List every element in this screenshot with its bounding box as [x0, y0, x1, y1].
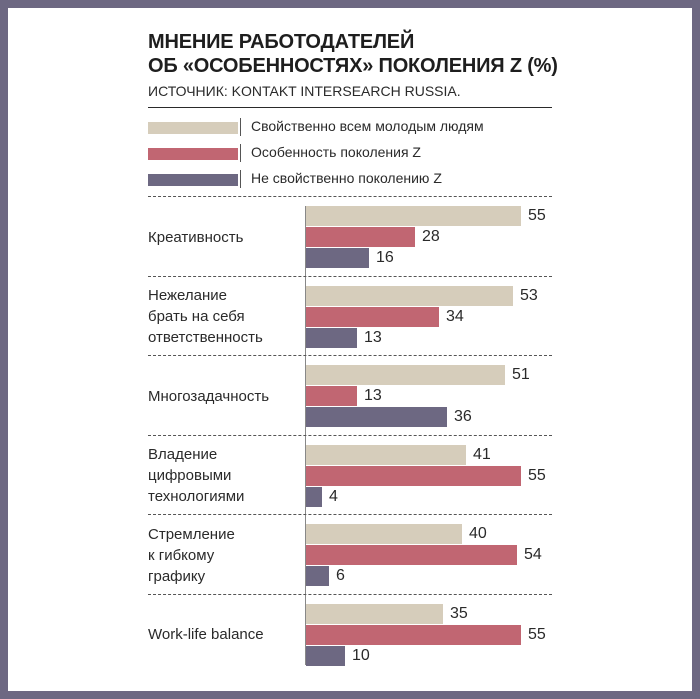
bar [306, 286, 513, 306]
bar-value-label: 13 [364, 387, 382, 404]
category-label-line: графику [148, 568, 206, 585]
bar [306, 545, 517, 565]
bar [306, 466, 521, 486]
chart-title-line-2: ОБ «ОСОБЕННОСТЯХ» ПОКОЛЕНИЯ Z (%) [148, 55, 558, 77]
legend-label: Свойственно всем молодым людям [251, 118, 484, 134]
bar-value-label: 28 [422, 228, 440, 245]
bar [306, 604, 443, 624]
legend-divider [240, 170, 241, 188]
bar-value-label: 54 [524, 546, 542, 563]
bar [306, 487, 322, 507]
bar-value-label: 51 [512, 366, 530, 383]
category-label-line: Стремление [148, 526, 235, 543]
bar-value-label: 55 [528, 626, 546, 643]
bar-value-label: 55 [528, 467, 546, 484]
bar [306, 328, 357, 348]
legend-swatch [148, 148, 238, 160]
bar [306, 445, 466, 465]
bar [306, 566, 329, 586]
bar-value-label: 35 [450, 605, 468, 622]
group-separator [148, 355, 552, 356]
category-label-line: к гибкому [148, 547, 215, 564]
category-label [148, 285, 298, 348]
category-label [148, 386, 298, 407]
bar-value-label: 36 [454, 408, 472, 425]
category-label [148, 524, 298, 587]
group-separator [148, 435, 552, 436]
bar [306, 646, 345, 666]
group-separator [148, 276, 552, 277]
category-label [148, 624, 298, 645]
group-separator [148, 514, 552, 515]
group-separator [148, 594, 552, 595]
category-label [148, 444, 298, 507]
legend-label: Особенность поколения Z [251, 144, 421, 160]
legend-swatch [148, 122, 238, 134]
chart-source: ИСТОЧНИК: KONTAKT INTERSEARCH RUSSIA. [148, 83, 461, 99]
category-label-line: Креативность [148, 229, 244, 246]
bar [306, 365, 505, 385]
title-rule [148, 107, 552, 108]
bar-value-label: 34 [446, 308, 464, 325]
bar-value-label: 40 [469, 525, 487, 542]
chart-title [148, 30, 568, 78]
bar [306, 386, 357, 406]
legend-label: Не свойственно поколению Z [251, 170, 442, 186]
legend-divider [240, 118, 241, 136]
bar-value-label: 53 [520, 287, 538, 304]
bar [306, 248, 369, 268]
chart-title-line-1: МНЕНИЕ РАБОТОДАТЕЛЕЙ [148, 31, 415, 53]
bar-value-label: 6 [336, 567, 345, 584]
legend-divider [240, 144, 241, 162]
category-label-line: ответственность [148, 329, 263, 346]
bar-value-label: 4 [329, 488, 338, 505]
bar [306, 524, 462, 544]
bar-value-label: 55 [528, 207, 546, 224]
chart-frame [8, 8, 692, 691]
bar [306, 206, 521, 226]
bar [306, 407, 447, 427]
bar-value-label: 41 [473, 446, 491, 463]
bar-value-label: 16 [376, 249, 394, 266]
bar [306, 227, 415, 247]
category-label-line: Владение [148, 446, 218, 463]
legend-swatch [148, 174, 238, 186]
category-label-line: цифровыми [148, 467, 232, 484]
group-separator [148, 196, 552, 197]
category-label-line: Нежелание [148, 287, 227, 304]
bar-value-label: 13 [364, 329, 382, 346]
category-label-line: брать на себя [148, 308, 245, 325]
category-label-line: Work-life balance [148, 626, 264, 643]
category-label [148, 227, 298, 248]
bar [306, 625, 521, 645]
bar [306, 307, 439, 327]
category-label-line: технологиями [148, 488, 245, 505]
category-label-line: Многозадачность [148, 388, 270, 405]
bar-value-label: 10 [352, 647, 370, 664]
